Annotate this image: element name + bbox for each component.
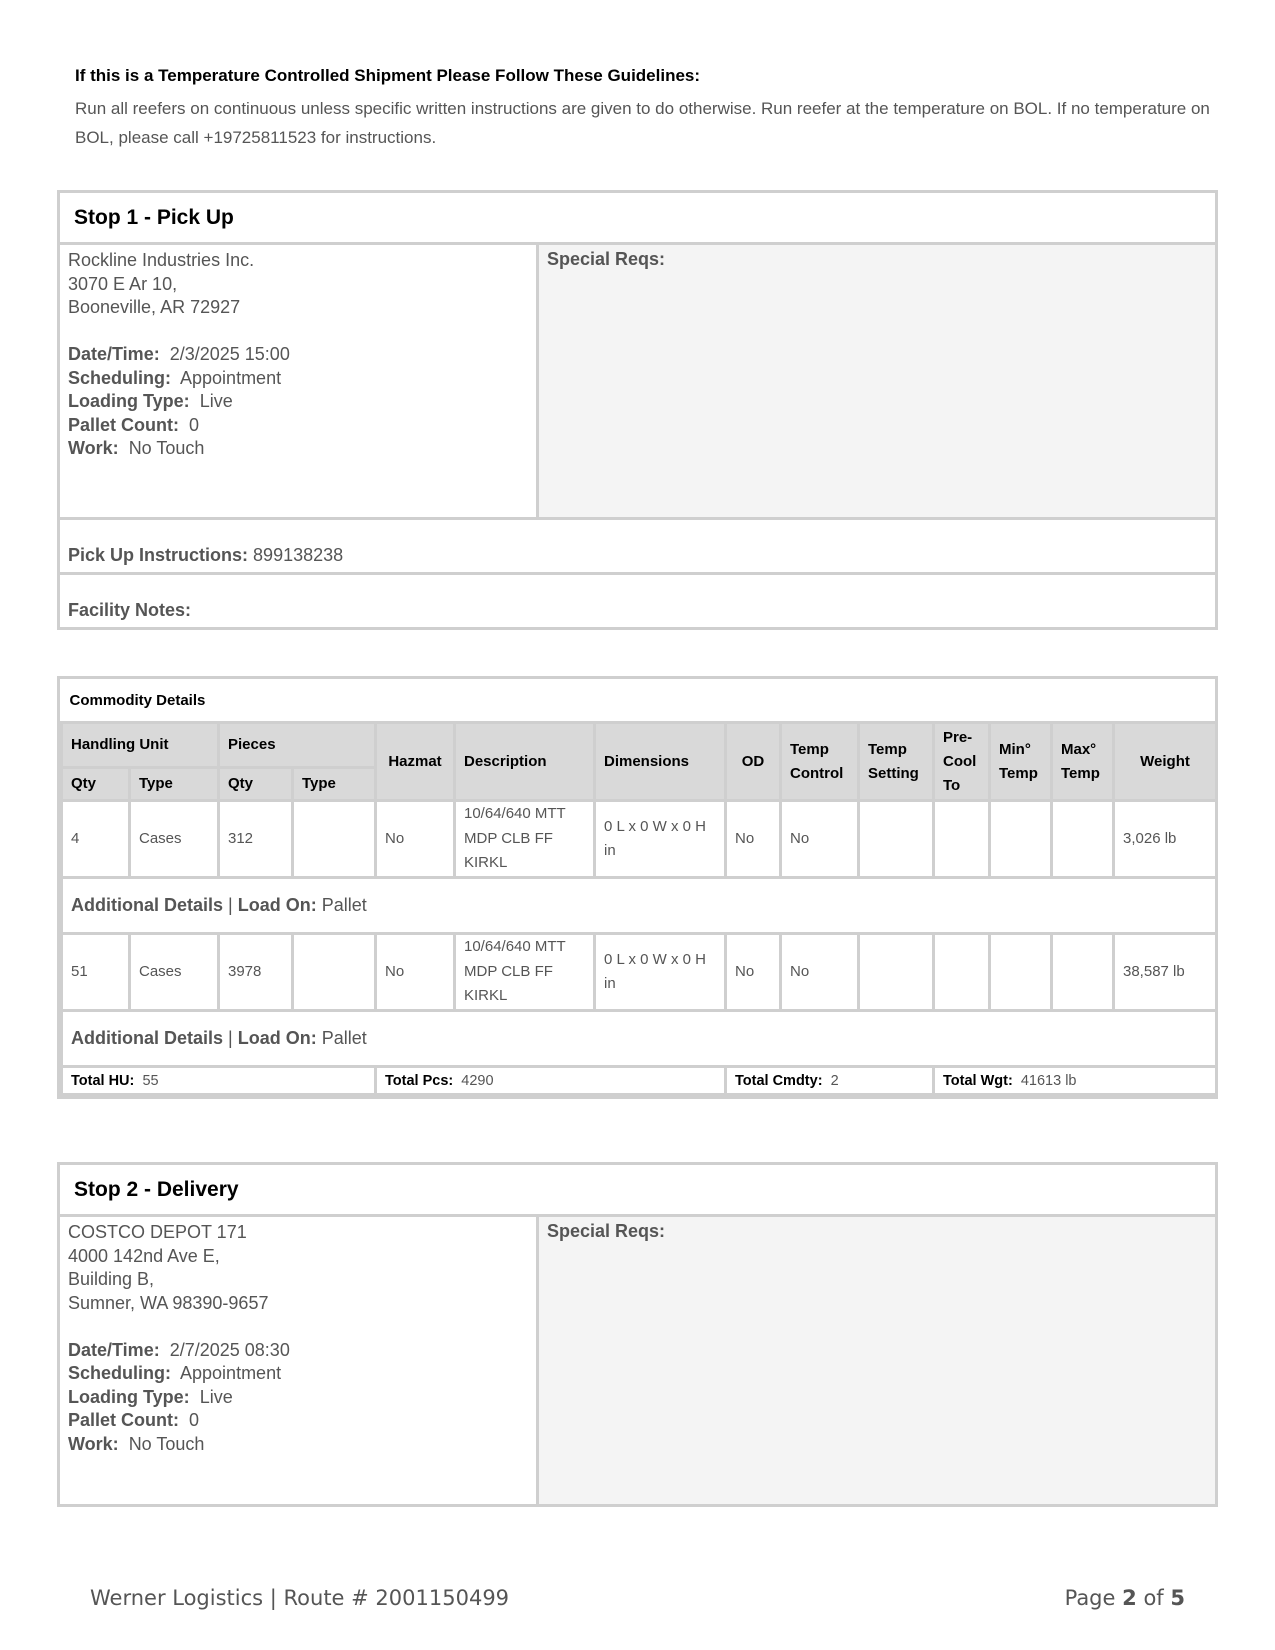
cell-max-temp	[1052, 934, 1114, 1011]
cell-dimensions: 0 L x 0 W x 0 H in	[595, 801, 726, 878]
commodity-title: Commodity Details	[62, 679, 1217, 723]
stop-2-special-reqs: Special Reqs:	[539, 1217, 1215, 1504]
total-cmdty: Total Cmdty: 2	[726, 1067, 934, 1095]
stop-1-scheduling: Scheduling: Appointment	[68, 367, 282, 388]
page-number: Page 2 of 5	[1064, 1586, 1185, 1610]
stop-1-address-line: Rockline Industries Inc.	[68, 250, 255, 270]
cell-pre-cool	[934, 934, 990, 1011]
cell-weight: 3,026 lb	[1114, 801, 1217, 878]
totals-row	[62, 1067, 1217, 1095]
cell-pcs-type	[293, 934, 376, 1011]
total-wgt: Total Wgt: 41613 lb	[934, 1067, 1217, 1095]
cell-temp-control: No	[781, 801, 859, 878]
stop-2-address-line: 4000 142nd Ave E,	[68, 1245, 220, 1266]
stop-1-section	[57, 190, 1218, 630]
cell-temp-control: No	[781, 934, 859, 1011]
cell-hu-type: Cases	[130, 934, 219, 1011]
total-pcs: Total Pcs: 4290	[376, 1067, 726, 1095]
table-row	[62, 801, 1217, 878]
col-temp-control: Temp Control	[781, 723, 859, 801]
col-max-temp: Max° Temp	[1052, 723, 1114, 801]
cell-hu-type: Cases	[130, 801, 219, 878]
col-dimensions: Dimensions	[595, 723, 726, 801]
stop-1-work: Work: No Touch	[68, 438, 205, 458]
cell-pcs-qty: 3978	[219, 934, 293, 1011]
col-hu-qty: Qty	[62, 768, 130, 801]
stop-1-pallet-count: Pallet Count: 0	[68, 414, 200, 435]
stop-1-address-line: Booneville, AR 72927	[68, 297, 241, 317]
stop-2-address-line: Sumner, WA 98390-9657	[68, 1292, 269, 1313]
stop-1-loading-type: Loading Type: Live	[68, 391, 233, 411]
additional-details-row: Additional Details | Load On: Pallet	[62, 878, 1217, 934]
total-hu: Total HU: 55	[62, 1067, 376, 1095]
stop-2-details	[60, 1217, 539, 1504]
table-row	[62, 934, 1217, 1011]
stop-2-loading-type: Loading Type: Live	[68, 1386, 233, 1407]
stop-1-facility-notes: Facility Notes:	[60, 572, 1215, 627]
cell-od: No	[726, 934, 781, 1011]
col-hazmat: Hazmat	[376, 723, 455, 801]
commodity-details	[57, 676, 1218, 1099]
stop-1-datetime: Date/Time: 2/3/2025 15:00	[68, 344, 290, 364]
cell-temp-setting	[859, 934, 934, 1011]
cell-description: 10/64/640 MTT MDP CLB FF KIRKL	[455, 934, 595, 1011]
stop-2-address-line: COSTCO DEPOT 171	[68, 1222, 247, 1242]
cell-pcs-qty: 312	[219, 801, 293, 878]
stop-2-datetime: Date/Time: 2/7/2025 08:30	[68, 1339, 290, 1360]
cell-weight: 38,587 lb	[1114, 934, 1217, 1011]
stop-1-details	[60, 245, 539, 517]
stop-2-scheduling: Scheduling: Appointment	[68, 1363, 282, 1383]
cell-hu-qty: 51	[62, 934, 130, 1011]
footer-route: Werner Logistics | Route # 2001150499	[90, 1586, 510, 1610]
cell-description: 10/64/640 MTT MDP CLB FF KIRKL	[455, 801, 595, 878]
col-handling-unit: Handling Unit	[62, 723, 219, 768]
stop-2-header: Stop 2 - Delivery	[60, 1165, 1215, 1217]
guidelines-title: If this is a Temperature Controlled Shipment Please Follow These Guidelines:	[75, 66, 701, 85]
stop-1-header: Stop 1 - Pick Up	[60, 193, 1215, 245]
cell-min-temp	[990, 801, 1052, 878]
col-od: OD	[726, 723, 781, 801]
guidelines-text: Run all reefers on continuous unless specific written instructions are given to do otherwise. Run reefer at the temperature on BOL. If no temperature on BOL, please call +19725811523 for instructions.	[75, 99, 1210, 147]
cell-hu-qty: 4	[62, 801, 130, 878]
cell-hazmat: No	[376, 934, 455, 1011]
col-pcs-type: Type	[293, 768, 376, 801]
stop-2-work: Work: No Touch	[68, 1433, 205, 1454]
col-pre-cool-to: Pre-Cool To	[934, 723, 990, 801]
stop-2-address-line: Building B,	[68, 1269, 155, 1289]
cell-pre-cool	[934, 801, 990, 878]
cell-temp-setting	[859, 801, 934, 878]
stop-2-pallet-count: Pallet Count: 0	[68, 1410, 200, 1430]
col-weight: Weight	[1114, 723, 1217, 801]
cell-max-temp	[1052, 801, 1114, 878]
col-temp-setting: Temp Setting	[859, 723, 934, 801]
additional-details-row: Additional Details | Load On: Pallet	[62, 1011, 1217, 1067]
commodity-table	[60, 679, 1218, 1096]
stop-1-address-line: 3070 E Ar 10,	[68, 273, 178, 294]
col-pieces: Pieces	[219, 723, 376, 768]
col-min-temp: Min° Temp	[990, 723, 1052, 801]
cell-min-temp	[990, 934, 1052, 1011]
stop-1-special-reqs: Special Reqs:	[539, 245, 1215, 517]
cell-dimensions: 0 L x 0 W x 0 H in	[595, 934, 726, 1011]
col-description: Description	[455, 723, 595, 801]
page-footer	[90, 1586, 1185, 1610]
stop-2-section	[57, 1162, 1218, 1507]
temperature-guidelines	[75, 66, 1215, 152]
cell-od: No	[726, 801, 781, 878]
col-pcs-qty: Qty	[219, 768, 293, 801]
col-hu-type: Type	[130, 768, 219, 801]
cell-hazmat: No	[376, 801, 455, 878]
stop-1-pickup-instructions: Pick Up Instructions: 899138238	[60, 517, 1215, 572]
cell-pcs-type	[293, 801, 376, 878]
